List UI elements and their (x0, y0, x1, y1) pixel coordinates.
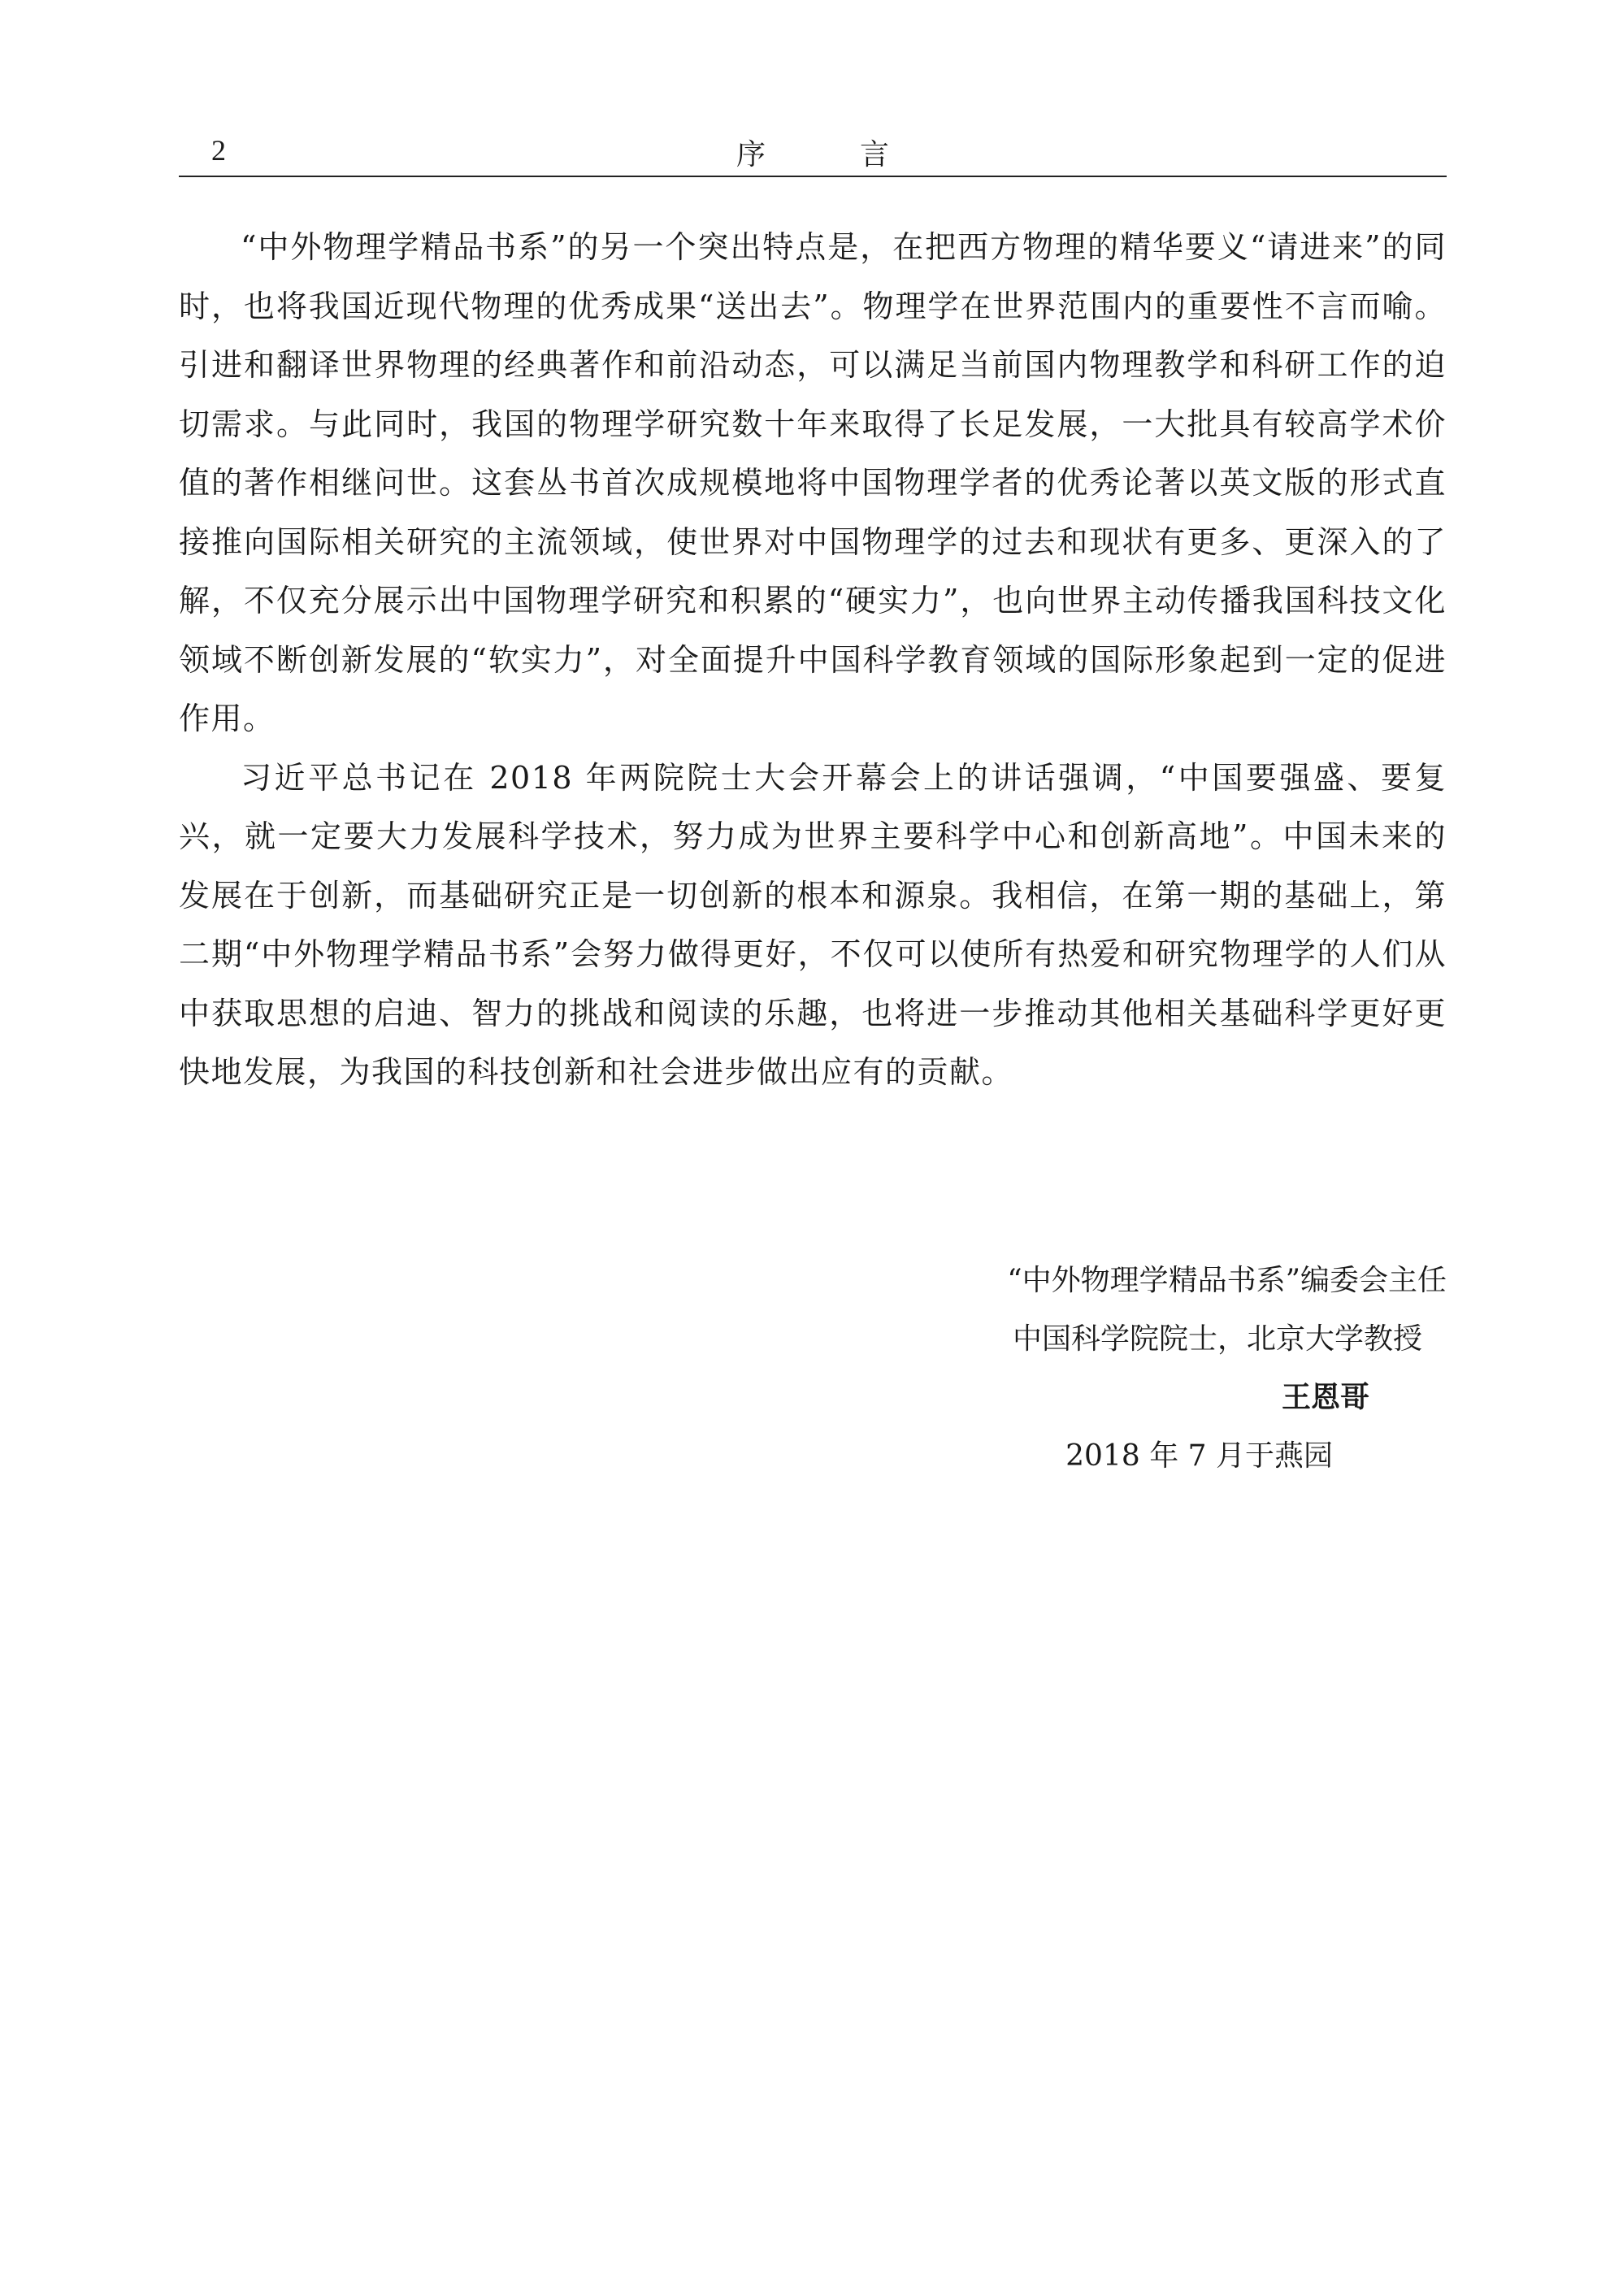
signature-block (813, 1252, 1447, 1486)
signature-affiliation: 中国科学院院士，北京大学教授 (1012, 1322, 1422, 1356)
page-number: 2 (211, 134, 226, 167)
signature-date: 2018 年 7 月于燕园 (1065, 1439, 1333, 1473)
paragraph-2: 习近平总书记在 2018 年两院院士大会开幕会上的讲话强调，“中国要强盛、要复兴，就一定要大力发展科学技术，努力成为世界主要科学中心和创新高地”。中国未来的发展在于创新，而基础研究正是一切创新的根本和源泉。我相信，在第一期的基础上，第二期“中外物理学精品书系”会努力做得更好，不仅可以使所有热爱和研究物理学的人们从中获取思想的启迪、智力的挑战和阅读的乐趣，也将进一步推动其他相关基础科学更好更快地发展，为我国的科技创新和社会进步做出应有的贡献。 (179, 759, 1447, 1090)
signature-name: 王恩哥 (1281, 1381, 1369, 1414)
body-text (179, 218, 1447, 1102)
running-head (179, 130, 1447, 177)
chapter-title: 序 言 (736, 138, 922, 171)
paragraph-1: “中外物理学精品书系”的另一个突出特点是，在把西方物理的精华要义“请进来”的同时，也将我国近现代物理的优秀成果“送出去”。物理学在世界范围内的重要性不言而喻。引进和翻译世界物理的经典著作和前沿动态，可以满足当前国内物理教学和科研工作的迫切需求。与此同时，我国的物理学研究数十年来取得了长足发展，一大批具有较高学术价值的著作相继问世。这套丛书首次成规模地将中国物理学者的优秀论著以英文版的形式直接推向国际相关研究的主流领域，使世界对中国物理学的过去和现状有更多、更深入的了解，不仅充分展示出中国物理学研究和积累的“硬实力”，也向世界主动传播我国科技文化领域不断创新发展的“软实力”，对全面提升中国科学教育领域的国际形象起到一定的促进作用。 (179, 229, 1447, 736)
signature-editorial-role: “中外物理学精品书系”编委会主任 (1007, 1264, 1447, 1297)
